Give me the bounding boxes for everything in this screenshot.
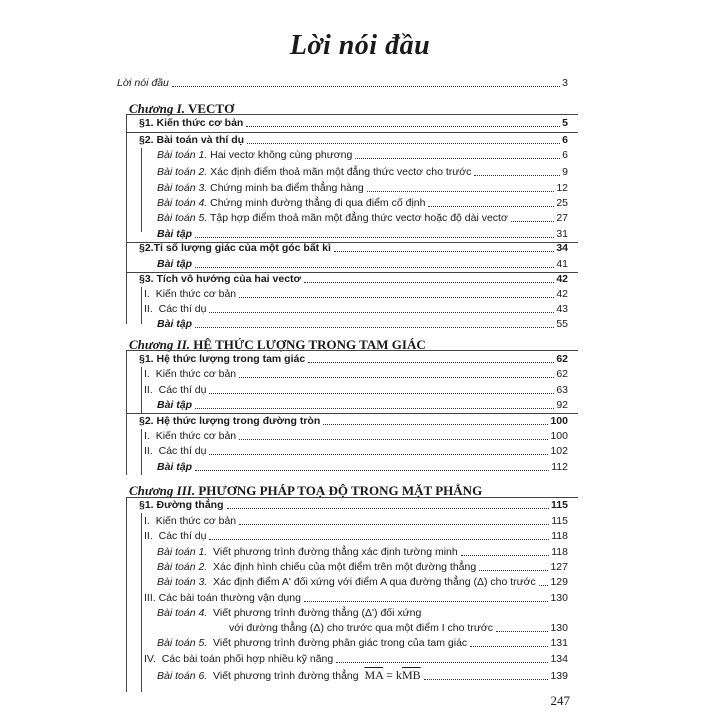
- toc-entry[interactable]: với đường thẳng (Δ) cho trước qua một điểm I cho trước 130: [229, 622, 568, 634]
- divider: [126, 350, 578, 351]
- vector-mb: $\overline{MB}$: [401, 668, 421, 682]
- divider: [126, 114, 578, 115]
- toc-entry[interactable]: I. Kiến thức cơ bản 115: [144, 515, 568, 527]
- toc-entry[interactable]: Bài tập 92: [157, 399, 568, 411]
- divider: [126, 413, 578, 414]
- toc-entry[interactable]: Bài toán 2. Xác định hình chiếu của một điểm trên một đường thẳng 127: [157, 561, 568, 573]
- toc-entry[interactable]: II. Các thí dụ 102: [144, 445, 568, 457]
- toc-entry[interactable]: §1. Kiến thức cơ bản 5: [139, 117, 568, 129]
- divider: [141, 429, 142, 475]
- toc-entry[interactable]: §3. Tích vô hướng của hai vectơ 42: [139, 273, 568, 285]
- page-title: Lời nói đầu: [289, 30, 431, 61]
- toc-entry-text: Bài toán 4. Viết phương trình đường thẳng (Δ') đối xứng: [157, 607, 422, 619]
- divider: [141, 367, 142, 413]
- toc-entry[interactable]: §1. Hệ thức lượng trong tam giác 62: [139, 353, 568, 365]
- toc-entry-preface[interactable]: Lời nói đầu 3: [117, 77, 568, 89]
- chapter-heading: Chương III. PHƯƠNG PHÁP TOẠ ĐỘ TRONG MẶT PHẲNG: [129, 483, 483, 498]
- toc-entry[interactable]: Bài tập 112: [157, 461, 568, 473]
- toc-entry[interactable]: Bài toán 4. Chứng minh đường thẳng đi qua điểm cố định 25: [157, 197, 568, 209]
- toc-entry[interactable]: Bài toán 5. Tập hợp điểm thoả mãn một đẳng thức vectơ hoặc độ dài vectơ 27: [157, 212, 568, 224]
- toc-entry[interactable]: Bài toán 1. Viết phương trình đường thẳng xác định tường minh 118: [157, 546, 568, 558]
- divider: [141, 513, 142, 692]
- toc-entry[interactable]: §2. Bài toán và thí dụ 6: [139, 134, 568, 146]
- toc-entry[interactable]: III. Các bài toán thường vận dụng 130: [144, 592, 568, 604]
- toc-entry[interactable]: I. Kiến thức cơ bản 62: [144, 368, 568, 380]
- toc-entry[interactable]: IV. Các bài toán phối hợp nhiều kỹ năng 134: [144, 653, 568, 665]
- vector-ma: $\overline{MA}$: [364, 668, 384, 682]
- toc-entry[interactable]: §1. Đường thẳng 115: [139, 499, 568, 511]
- divider: [126, 497, 578, 498]
- divider: [126, 132, 578, 133]
- chapter-heading: Chương I. VECTƠ: [129, 101, 235, 116]
- toc-entry[interactable]: Bài toán 3. Xác định điểm A' đối xứng với điểm A qua đường thẳng (Δ) cho trước 129: [157, 576, 568, 588]
- divider: [126, 497, 127, 692]
- chapter-heading: Chương II. HỆ THỨC LƯỢNG TRONG TAM GIÁC: [129, 337, 426, 352]
- toc-entry[interactable]: Bài tập 41: [157, 258, 568, 270]
- divider: [141, 287, 142, 324]
- toc-entry[interactable]: Bài tập 55: [157, 318, 568, 330]
- divider: [126, 114, 127, 324]
- toc-entry[interactable]: Bài toán 2. Xác định điểm thoả mãn một đẳng thức vectơ cho trước 9: [157, 166, 568, 178]
- divider: [141, 148, 142, 232]
- toc-entry[interactable]: Bài toán 3. Chứng minh ba điểm thẳng hàng 12: [157, 182, 568, 194]
- toc-entry[interactable]: II. Các thí dụ 118: [144, 530, 568, 542]
- toc-entry[interactable]: I. Kiến thức cơ bản 100: [144, 430, 568, 442]
- toc-entry[interactable]: I. Kiến thức cơ bản 42: [144, 288, 568, 300]
- toc-entry[interactable]: Bài toán 6. Viết phương trình đường thẳng $\overline{MA} = k\overline{MB}$ 139: [157, 668, 568, 682]
- toc-entry[interactable]: §2.Tỉ số lượng giác của một góc bất kì 34: [139, 242, 568, 254]
- toc-entry[interactable]: §2. Hệ thức lượng trong đường tròn 100: [139, 415, 568, 427]
- page-number: 247: [550, 693, 570, 708]
- toc-entry[interactable]: II. Các thí dụ 43: [144, 303, 568, 315]
- toc-entry[interactable]: Bài toán 1. Hai vectơ không cùng phương 6: [157, 149, 568, 161]
- toc-entry[interactable]: Bài toán 5. Viết phương trình đường phân giác trong của tam giác 131: [157, 637, 568, 649]
- toc-entry[interactable]: II. Các thí dụ 63: [144, 384, 568, 396]
- toc-entry[interactable]: Bài tập 31: [157, 228, 568, 240]
